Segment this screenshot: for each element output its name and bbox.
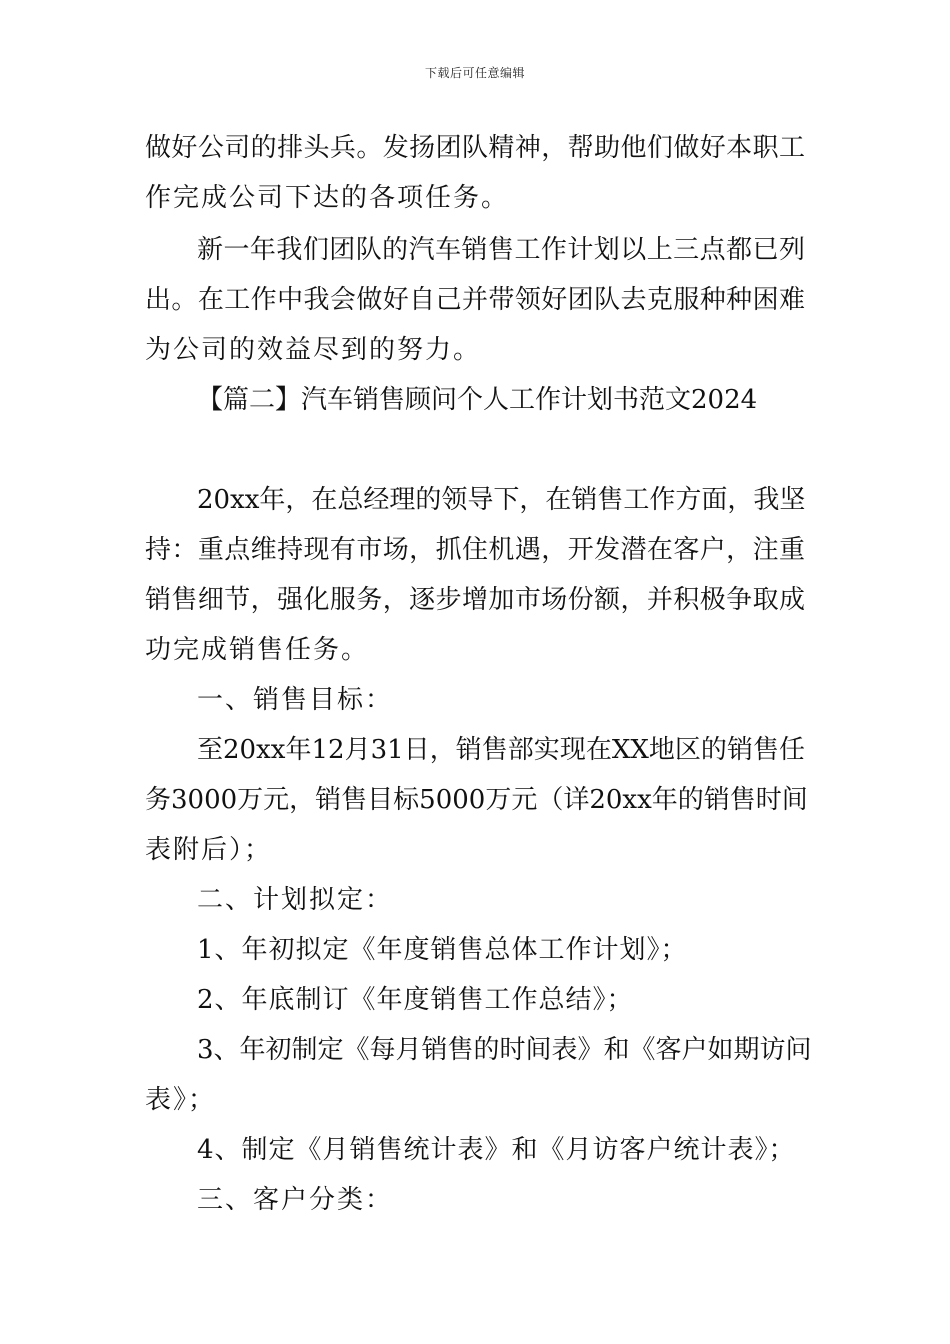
paragraph-line: 务3000万元，销售目标5000万元（详20xx年的销售时间 [145, 785, 808, 815]
list-item-continuation: 表》； [145, 1085, 217, 1115]
paragraph-line: 出。在工作中我会做好自己并带领好团队去克服种种困难 [145, 285, 805, 315]
section-heading: 【篇二】汽车销售顾问个人工作计划书范文2024 [197, 385, 758, 415]
subsection-heading: 二、计划拟定： [197, 885, 394, 915]
paragraph-line: 销售细节，强化服务，逐步增加市场份额，并积极争取成 [145, 585, 805, 615]
subsection-heading: 三、客户分类： [197, 1185, 394, 1215]
paragraph-line: 至20xx年12月31日，销售部实现在XX地区的销售任 [197, 735, 805, 765]
paragraph-line: 持：重点维持现有市场，抓住机遇，开发潜在客户，注重 [145, 535, 805, 565]
paragraph-line: 表附后）； [145, 835, 273, 865]
paragraph-line: 新一年我们团队的汽车销售工作计划以上三点都已列 [197, 235, 805, 265]
list-item: 2、年底制订《年度销售工作总结》； [197, 985, 634, 1015]
paragraph-line: 做好公司的排头兵。发扬团队精神，帮助他们做好本职工 [145, 133, 805, 163]
paragraph-line: 为公司的效益尽到的努力。 [145, 335, 482, 365]
list-item: 1、年初拟定《年度销售总体工作计划》； [197, 935, 688, 965]
list-item: 3、年初制定《每月销售的时间表》和《客户如期访问 [197, 1035, 812, 1065]
list-item: 4、制定《月销售统计表》和《月访客户统计表》； [197, 1135, 796, 1165]
paragraph-line: 功完成销售任务。 [145, 635, 370, 665]
header-note: 下载后可任意编辑 [424, 66, 525, 80]
paragraph-line: 作完成公司下达的各项任务。 [145, 183, 510, 213]
paragraph-line: 20xx年，在总经理的领导下，在销售工作方面，我坚 [197, 485, 806, 515]
subsection-heading: 一、销售目标： [197, 685, 394, 715]
